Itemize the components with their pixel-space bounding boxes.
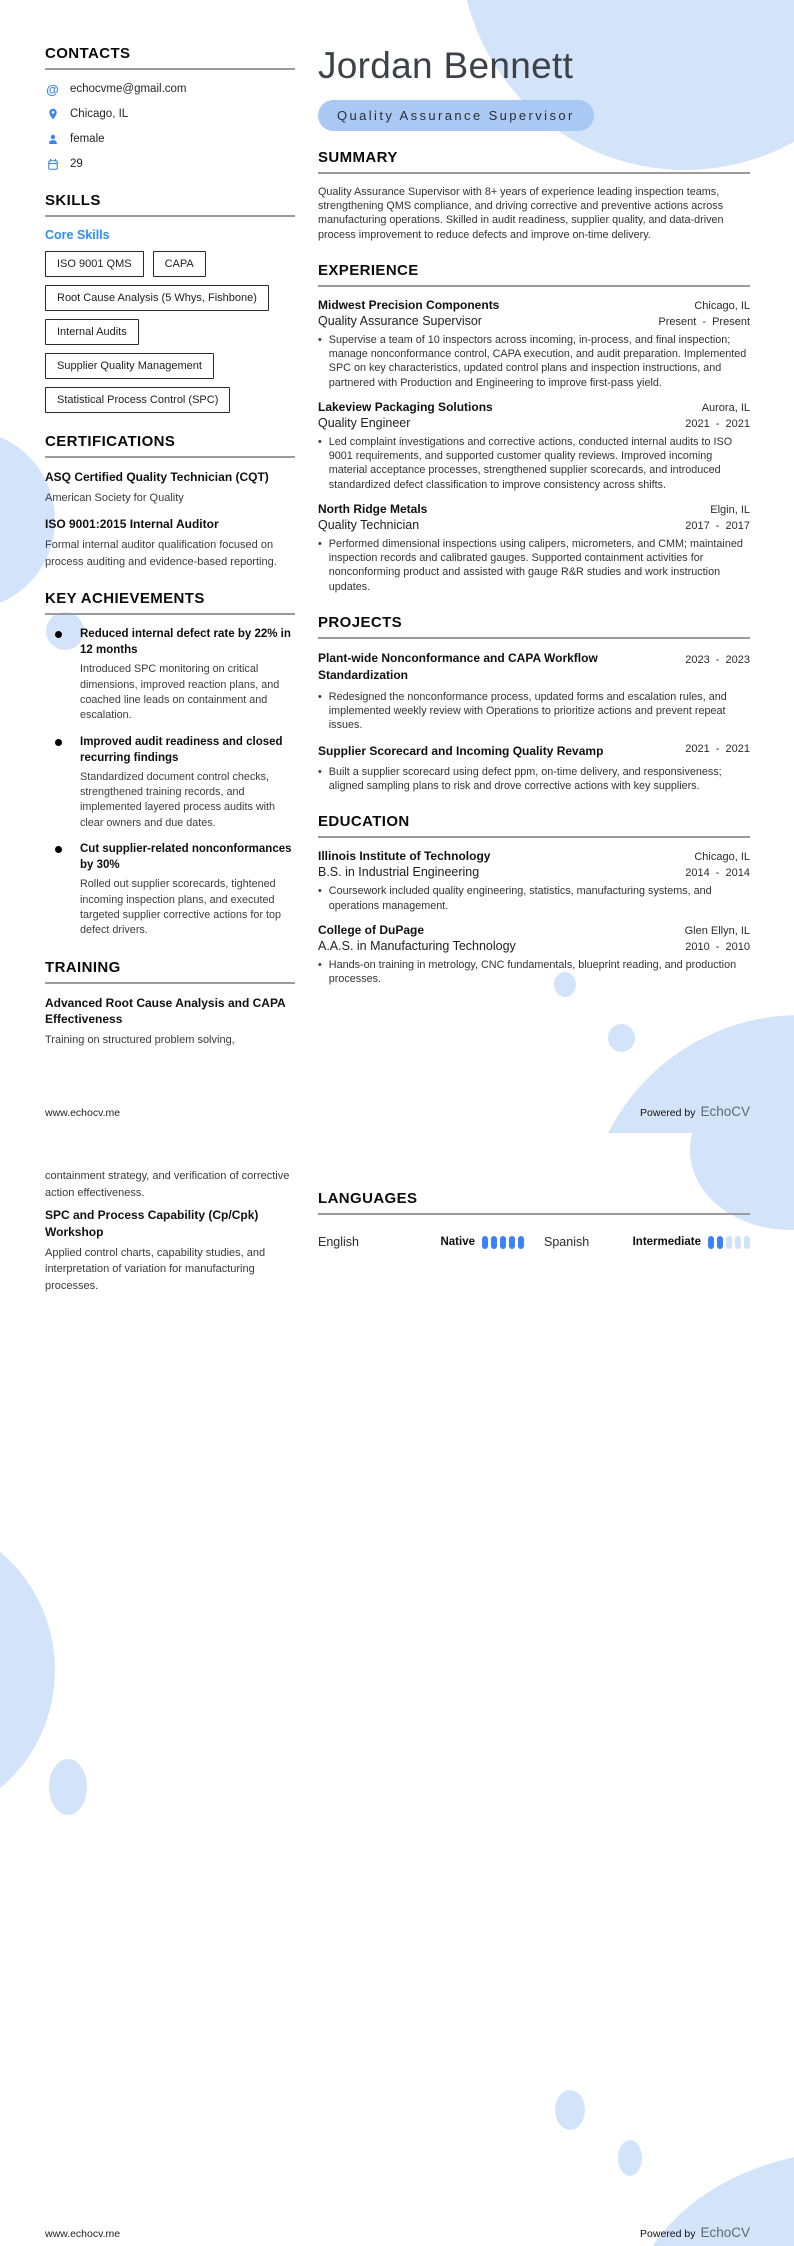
training-item — [45, 1207, 295, 1294]
experience-heading: EXPERIENCE — [318, 261, 419, 279]
languages-heading: LANGUAGES — [318, 1190, 418, 1207]
language-item — [318, 1235, 524, 1249]
achievement-title: Improved audit readiness and closed recurring findings — [80, 735, 283, 764]
level-dot-filled — [500, 1236, 506, 1249]
site-url: www.echocv.me — [45, 1107, 121, 1119]
company-name: North Ridge Metals — [318, 501, 428, 516]
language-item — [544, 1235, 750, 1249]
project-dates: 2021 - 2021 — [685, 742, 750, 755]
company-location: Elgin, IL — [710, 503, 750, 516]
bullet-dot-icon — [55, 739, 62, 746]
sidebar-column — [45, 45, 295, 1069]
skills-heading: SKILLS — [45, 192, 101, 209]
site-url: www.echocv.me — [45, 2228, 121, 2240]
education-entry — [318, 923, 750, 987]
section-divider — [318, 836, 750, 838]
certifications-section — [45, 433, 295, 570]
level-dot-empty — [726, 1236, 732, 1249]
training-description-continued: containment strategy, and verification of corrective action effectiveness. — [45, 1170, 290, 1199]
skill-chip: Internal Audits — [45, 319, 139, 345]
bullet-dot-icon: • — [318, 537, 322, 550]
school-name: College of DuPage — [318, 922, 425, 937]
training-heading: TRAINING — [45, 958, 121, 976]
contact-location-value: Chicago, IL — [70, 108, 129, 120]
level-dot-filled — [717, 1236, 723, 1249]
section-divider — [318, 1213, 750, 1215]
training-section — [45, 959, 295, 1049]
powered-by — [640, 2225, 750, 2240]
decorative-circle — [49, 1759, 87, 1815]
job-dates: 2021 - 2021 — [685, 417, 750, 430]
achievement-description: Introduced SPC monitoring on critical dimensions, improved reaction plans, and coached line leads on containment and escalation. — [80, 663, 280, 722]
language-level: Intermediate — [632, 1236, 701, 1248]
company-location: Chicago, IL — [694, 299, 750, 312]
achievement-title: Cut supplier-related nonconformances by 30% — [80, 843, 292, 872]
brand-logo: EchoCV — [700, 2225, 750, 2240]
degree-dates: 2010 - 2010 — [685, 940, 750, 953]
certification-item — [45, 469, 295, 506]
languages-section — [318, 1190, 750, 1249]
main-column — [318, 45, 750, 1069]
email-icon: @ — [46, 81, 59, 97]
skill-chip: Supplier Quality Management — [45, 353, 214, 379]
skill-chip: Statistical Process Control (SPC) — [45, 387, 230, 413]
experience-section — [318, 262, 750, 594]
certification-title: ISO 9001:2015 Internal Auditor — [45, 517, 219, 532]
job-role: Quality Technician — [318, 517, 420, 532]
person-icon — [45, 133, 60, 146]
skills-group-label: Core Skills — [45, 228, 110, 242]
main-column-continued — [318, 1190, 750, 1304]
company-name: Midwest Precision Components — [318, 297, 500, 312]
job-dates: Present - Present — [658, 315, 750, 328]
projects-heading: PROJECTS — [318, 613, 403, 631]
level-dot-filled — [509, 1236, 515, 1249]
achievement-item — [45, 626, 295, 724]
section-divider — [45, 215, 295, 217]
decorative-circle — [0, 1515, 55, 1825]
company-location: Aurora, IL — [701, 401, 750, 414]
contact-email-value: echocvme@gmail.com — [70, 83, 187, 95]
job-dates: 2017 - 2017 — [685, 519, 750, 532]
experience-entry — [318, 502, 750, 594]
project-title: Plant-wide Nonconformance and CAPA Workflow Standardization — [318, 650, 598, 683]
training-description: Training on structured problem solving, — [45, 1034, 235, 1047]
contact-age — [45, 156, 295, 172]
education-entry — [318, 849, 750, 913]
sidebar-column-continued — [45, 1168, 295, 1304]
summary-section — [318, 149, 750, 242]
page-footer — [45, 1104, 750, 1119]
project-bullet: Redesigned the nonconformance process, updated forms and escalation rules, and implemented weekly review with Operations to prioritize actions and prevent repeat issues. — [328, 690, 727, 732]
achievement-title: Reduced internal defect rate by 22% in 12 months — [80, 628, 291, 657]
training-item — [45, 995, 295, 1049]
experience-entry — [318, 400, 750, 492]
bullet-dot-icon: • — [318, 333, 322, 346]
summary-heading: SUMMARY — [318, 148, 398, 166]
section-divider — [45, 613, 295, 615]
project-dates: 2023 - 2023 — [685, 653, 750, 666]
bullet-dot-icon: • — [318, 765, 322, 778]
school-location: Glen Ellyn, IL — [684, 924, 750, 937]
certification-description: Formal internal auditor qualification focused on process auditing and evidence-based reporting. — [45, 539, 277, 568]
bullet-dot-icon: • — [318, 690, 322, 703]
level-dot-empty — [735, 1236, 741, 1249]
experience-entry — [318, 298, 750, 390]
level-dot-filled — [708, 1236, 714, 1249]
language-level: Native — [440, 1236, 475, 1248]
page-footer — [45, 2225, 750, 2240]
calendar-icon — [45, 158, 60, 171]
section-divider — [318, 285, 750, 287]
resume-header — [318, 45, 750, 131]
achievement-item — [45, 734, 295, 832]
language-level-dots — [708, 1236, 750, 1249]
contact-gender — [45, 131, 295, 147]
education-bullet: Hands-on training in metrology, CNC fundamentals, blueprint reading, and production processes. — [328, 958, 737, 986]
section-divider — [45, 456, 295, 458]
contact-gender-value: female — [70, 133, 105, 145]
decorative-circle — [555, 2090, 585, 2130]
section-divider — [318, 637, 750, 639]
experience-bullet: Led complaint investigations and corrective actions, conducted internal audits to ISO 9001 requirements, and supported customer quality reviews. Improved incoming material acceptance processes, strengthened supplier scorecards, and introduced standardized defect classification to improve consistency across shifts. — [328, 435, 733, 491]
skill-chip: Root Cause Analysis (5 Whys, Fishbone) — [45, 285, 269, 311]
certification-item — [45, 516, 295, 570]
achievement-description: Rolled out supplier scorecards, tightened incoming inspection plans, and executed targeted supplier corrective actions for top defect drivers. — [80, 878, 282, 937]
job-role: Quality Assurance Supervisor — [318, 313, 482, 328]
level-dot-filled — [482, 1236, 488, 1249]
level-dot-filled — [491, 1236, 497, 1249]
project-bullet: Built a supplier scorecard using defect ppm, on-time delivery, and responsiveness; aligned sampling plans to risk and drove corrective actions with key suppliers. — [328, 765, 722, 793]
language-level-dots — [482, 1236, 524, 1249]
powered-by-label: Powered by — [640, 1107, 696, 1119]
achievement-description: Standardized document control checks, strengthened training records, and implemented layered process audits with clear owners and due dates. — [80, 770, 276, 829]
section-divider — [318, 172, 750, 174]
certifications-heading: CERTIFICATIONS — [45, 433, 176, 450]
projects-section — [318, 614, 750, 793]
experience-bullet: Performed dimensional inspections using calipers, micrometers, and CMM; maintained inspection records and calibrated gauges. Supported containment activities for nonconforming product and assisted with gauge R&R studies and work instruction updates. — [328, 537, 743, 593]
powered-by-label: Powered by — [640, 2228, 696, 2240]
language-name: English — [318, 1235, 359, 1249]
level-dot-empty — [744, 1236, 750, 1249]
bullet-dot-icon — [55, 846, 62, 853]
experience-bullet: Supervise a team of 10 inspectors across incoming, in-process, and final inspection; manage nonconformance control, CAPA execution, and audit preparation. Implemented SPC on key characteristics, updated control plans and inspection instructions, and partnered with Production and Engineering to improve first-pass yield. — [328, 333, 747, 389]
skill-chip: ISO 9001 QMS — [45, 251, 144, 277]
project-title: Supplier Scorecard and Incoming Quality Revamp — [318, 743, 604, 758]
skill-chip: CAPA — [153, 251, 206, 277]
education-heading: EDUCATION — [318, 813, 410, 831]
key-achievements-heading: KEY ACHIEVEMENTS — [45, 590, 205, 608]
education-bullet: Coursework included quality engineering, statistics, manufacturing systems, and operations management. — [328, 885, 712, 912]
bullet-dot-icon: • — [318, 435, 322, 448]
powered-by — [640, 1104, 750, 1119]
resume-page-2 — [0, 1133, 794, 2246]
section-divider — [45, 982, 295, 984]
contacts-section — [45, 45, 295, 172]
location-icon — [45, 107, 60, 121]
school-location: Chicago, IL — [694, 851, 750, 864]
bullet-dot-icon: • — [318, 958, 322, 971]
achievement-item — [45, 841, 295, 939]
degree-name: B.S. in Industrial Engineering — [318, 865, 480, 880]
project-entry — [318, 650, 750, 733]
skills-section — [45, 192, 295, 413]
bullet-dot-icon: • — [318, 885, 322, 898]
contact-age-value: 29 — [70, 158, 83, 170]
contact-email — [45, 81, 295, 97]
training-description: Applied control charts, capability studies, and interpretation of variation for manufacturing processes. — [45, 1246, 266, 1292]
contact-location — [45, 106, 295, 122]
job-title-badge: Quality Assurance Supervisor — [318, 100, 594, 131]
degree-dates: 2014 - 2014 — [685, 867, 750, 880]
training-title: Advanced Root Cause Analysis and CAPA Effectiveness — [45, 995, 286, 1027]
degree-name: A.A.S. in Manufacturing Technology — [318, 938, 516, 953]
bullet-dot-icon — [55, 631, 62, 638]
brand-logo: EchoCV — [700, 1104, 750, 1119]
language-name: Spanish — [544, 1235, 590, 1249]
training-title: SPC and Process Capability (Cp/Cpk) Workshop — [45, 1208, 259, 1239]
section-divider — [45, 68, 295, 70]
education-section — [318, 813, 750, 986]
level-dot-filled — [518, 1236, 524, 1249]
project-entry — [318, 743, 750, 794]
candidate-name: Jordan Bennett — [318, 45, 574, 86]
school-name: Illinois Institute of Technology — [318, 849, 491, 864]
contacts-heading: CONTACTS — [45, 45, 131, 62]
skill-chip-list — [45, 251, 295, 413]
summary-text: Quality Assurance Supervisor with 8+ years of experience leading inspection teams, strengthening QMS compliance, and driving corrective and preventive actions across manufacturing operations. Skilled in audit readiness, supplier quality, and data-driven process improvement to reduce defects and improve on-time delivery. — [318, 185, 724, 241]
certification-description: American Society for Quality — [45, 491, 184, 504]
job-role: Quality Engineer — [318, 415, 411, 430]
company-name: Lakeview Packaging Solutions — [318, 399, 493, 414]
certification-title: ASQ Certified Quality Technician (CQT) — [45, 470, 269, 484]
key-achievements-section — [45, 590, 295, 939]
decorative-circle — [618, 2140, 642, 2176]
